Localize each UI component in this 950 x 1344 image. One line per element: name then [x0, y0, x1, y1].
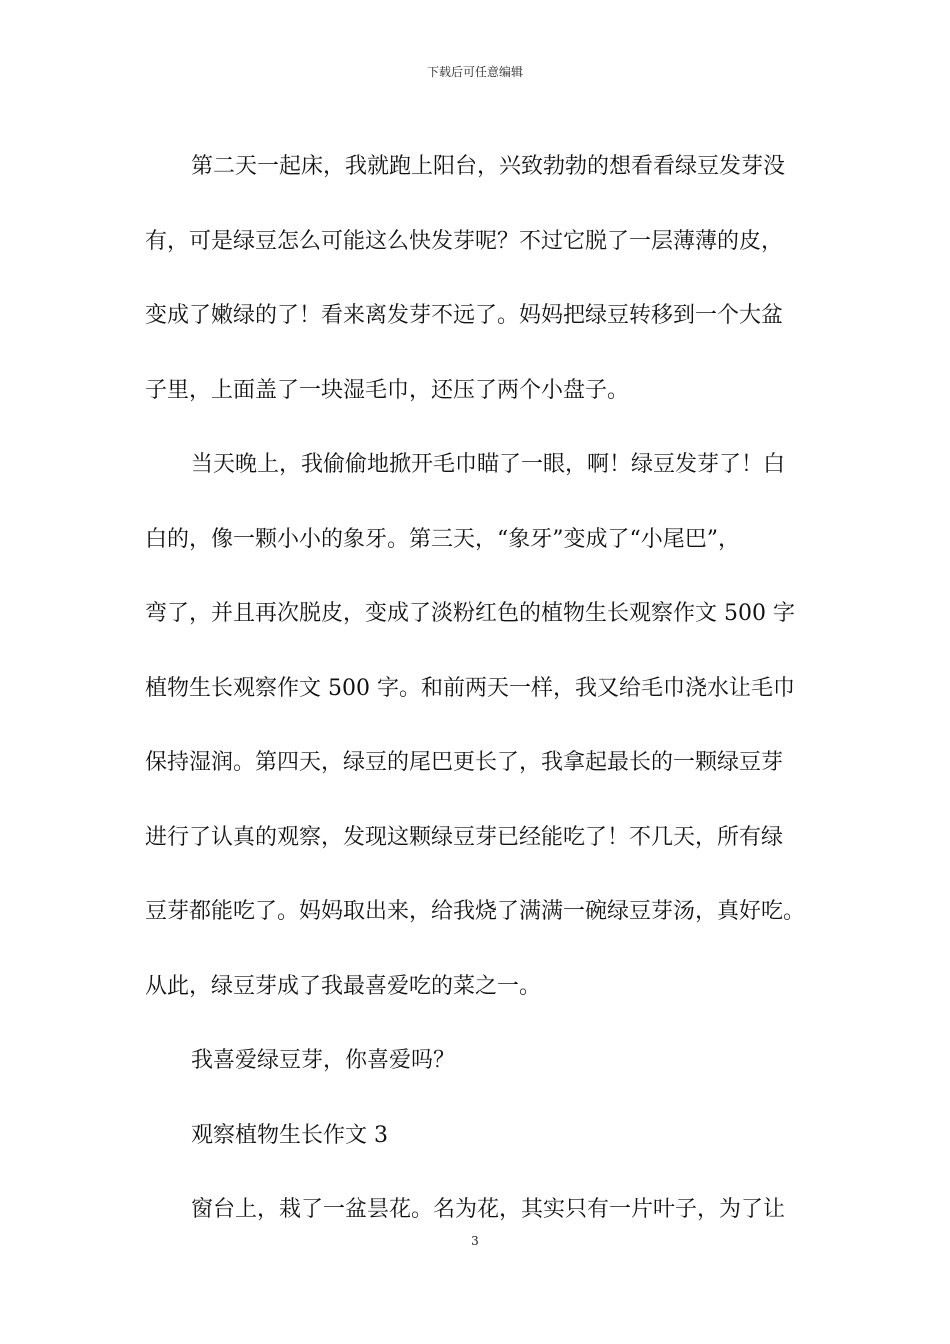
- paragraph-line: 白的，像一颗小小的象牙。第三天，“象牙”变成了“小尾巴”，: [145, 526, 740, 552]
- paragraph-line: 弯了，并且再次脱皮，变成了淡粉红色的植物生长观察作文 500 字: [145, 601, 795, 626]
- paragraph-line: 变成了嫩绿的了！看来离发芽不远了。妈妈把绿豆转移到一个大盆: [145, 303, 784, 328]
- paragraph-line: 我喜爱绿豆芽，你喜爱吗？: [191, 1048, 456, 1073]
- section-heading: 观察植物生长作文 3: [191, 1122, 388, 1148]
- document-body: [145, 130, 810, 1248]
- paragraph-line: 第二天一起床，我就跑上阳台，兴致勃勃的想看看绿豆发芽没: [191, 154, 786, 179]
- paragraph-line: 子里，上面盖了一块湿毛巾，还压了两个小盘子。: [145, 377, 630, 403]
- page-number: 3: [471, 1234, 479, 1248]
- paragraph-line: 当天晚上，我偷偷地掀开毛巾瞄了一眼，啊！绿豆发芽了！白: [191, 452, 786, 477]
- paragraph-line: 窗台上，栽了一盆昙花。名为花，其实只有一片叶子，为了让: [191, 1197, 786, 1222]
- paragraph-line: 有，可是绿豆怎么可能这么快发芽呢？不过它脱了一层薄薄的皮，: [145, 228, 784, 254]
- paragraph-line: 进行了认真的观察，发现这颗绿豆芽已经能吃了！不几天，所有绿: [145, 824, 784, 850]
- paragraph-line: 植物生长观察作文 500 字。和前两天一样，我又给毛巾浇水让毛巾: [145, 675, 795, 701]
- paragraph-line: 保持湿润。第四天，绿豆的尾巴更长了，我拿起最长的一颗绿豆芽: [145, 750, 784, 775]
- page-header: 下载后可任意编辑: [426, 65, 523, 79]
- paragraph-line: 从此，绿豆芽成了我最喜爱吃的菜之一。: [145, 973, 542, 999]
- paragraph-line: 豆芽都能吃了。妈妈取出来，给我烧了满满一碗绿豆芽汤，真好吃。: [145, 899, 806, 924]
